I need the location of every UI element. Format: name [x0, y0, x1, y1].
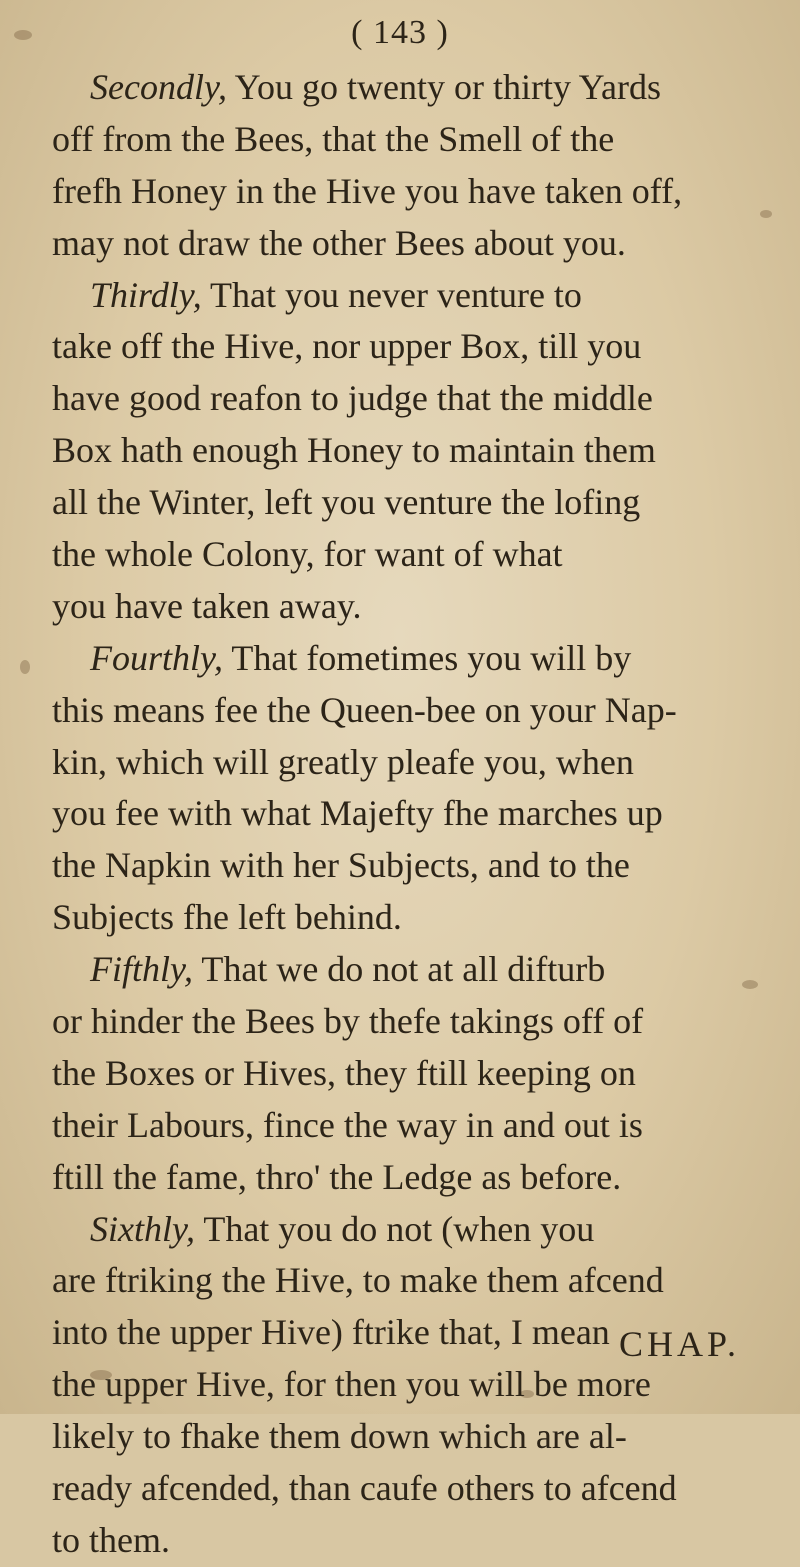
text-line: all the Winter, left you venture the lofing [52, 482, 641, 523]
paragraph-heading: Fourthly, [90, 637, 223, 678]
text-line: Subjects fhe left behind. [52, 897, 402, 938]
text-line: the Napkin with her Subjects, and to the [52, 845, 630, 886]
text-line: you fee with what Majefty fhe marches up [52, 793, 663, 834]
text-line: this means fee the Queen-bee on your Nap- [52, 689, 677, 730]
text-line: you have taken away. [52, 585, 362, 626]
text-line: their Labours, fince the way in and out is [52, 1104, 643, 1145]
text-line: ftill the fame, thro' the Ledge as before. [52, 1156, 622, 1197]
text-line: Box hath enough Honey to maintain them [52, 430, 656, 471]
catchword: CHAP. [618, 1324, 740, 1364]
text-line: Fifthly, That we do not at all difturb [90, 949, 606, 990]
page-number: ( 143 ) [351, 14, 449, 51]
text-line: frefh Honey in the Hive you have taken off, [52, 170, 683, 211]
text-line: take off the Hive, nor upper Box, till you [52, 326, 642, 367]
text-line: into the upper Hive) ftrike that, I mean [52, 1312, 610, 1353]
paragraph-heading: Secondly, [90, 67, 227, 107]
paper-stain [20, 660, 30, 674]
text-line: have good reafon to judge that the middle [52, 378, 653, 419]
text-line: the whole Colony, for want of what [52, 534, 563, 575]
text-line: Fourthly, That fometimes you will by [90, 637, 632, 678]
paragraph-heading: Sixthly, [90, 1208, 195, 1249]
paragraph-heading: Thirdly, [90, 274, 202, 315]
text-line: the Boxes or Hives, they ftill keeping on [52, 1052, 636, 1093]
text-line: kin, which will greatly pleafe you, when [52, 741, 634, 782]
text-line: may not draw the other Bees about you. [52, 222, 626, 263]
text-line: Thirdly, That you never venture to [90, 274, 582, 315]
text-line: to them. [52, 1519, 170, 1560]
text-line: or hinder the Bees by thefe takings off of [52, 1001, 644, 1042]
text-line: Sixthly, That you do not (when you [90, 1208, 595, 1249]
text-line: off from the Bees, that the Smell of the [52, 118, 615, 159]
paragraph-heading: Fifthly, [90, 949, 193, 990]
text-line: likely to fhake them down which are al- [52, 1416, 627, 1457]
text-line: are ftriking the Hive, to make them afcend [52, 1260, 664, 1301]
text-line: the upper Hive, for then you will be more [52, 1364, 651, 1405]
text-line: ready afcended, than caufe others to afcend [52, 1468, 677, 1509]
text-line: Secondly, You go twenty or thirty Yards [90, 67, 662, 107]
